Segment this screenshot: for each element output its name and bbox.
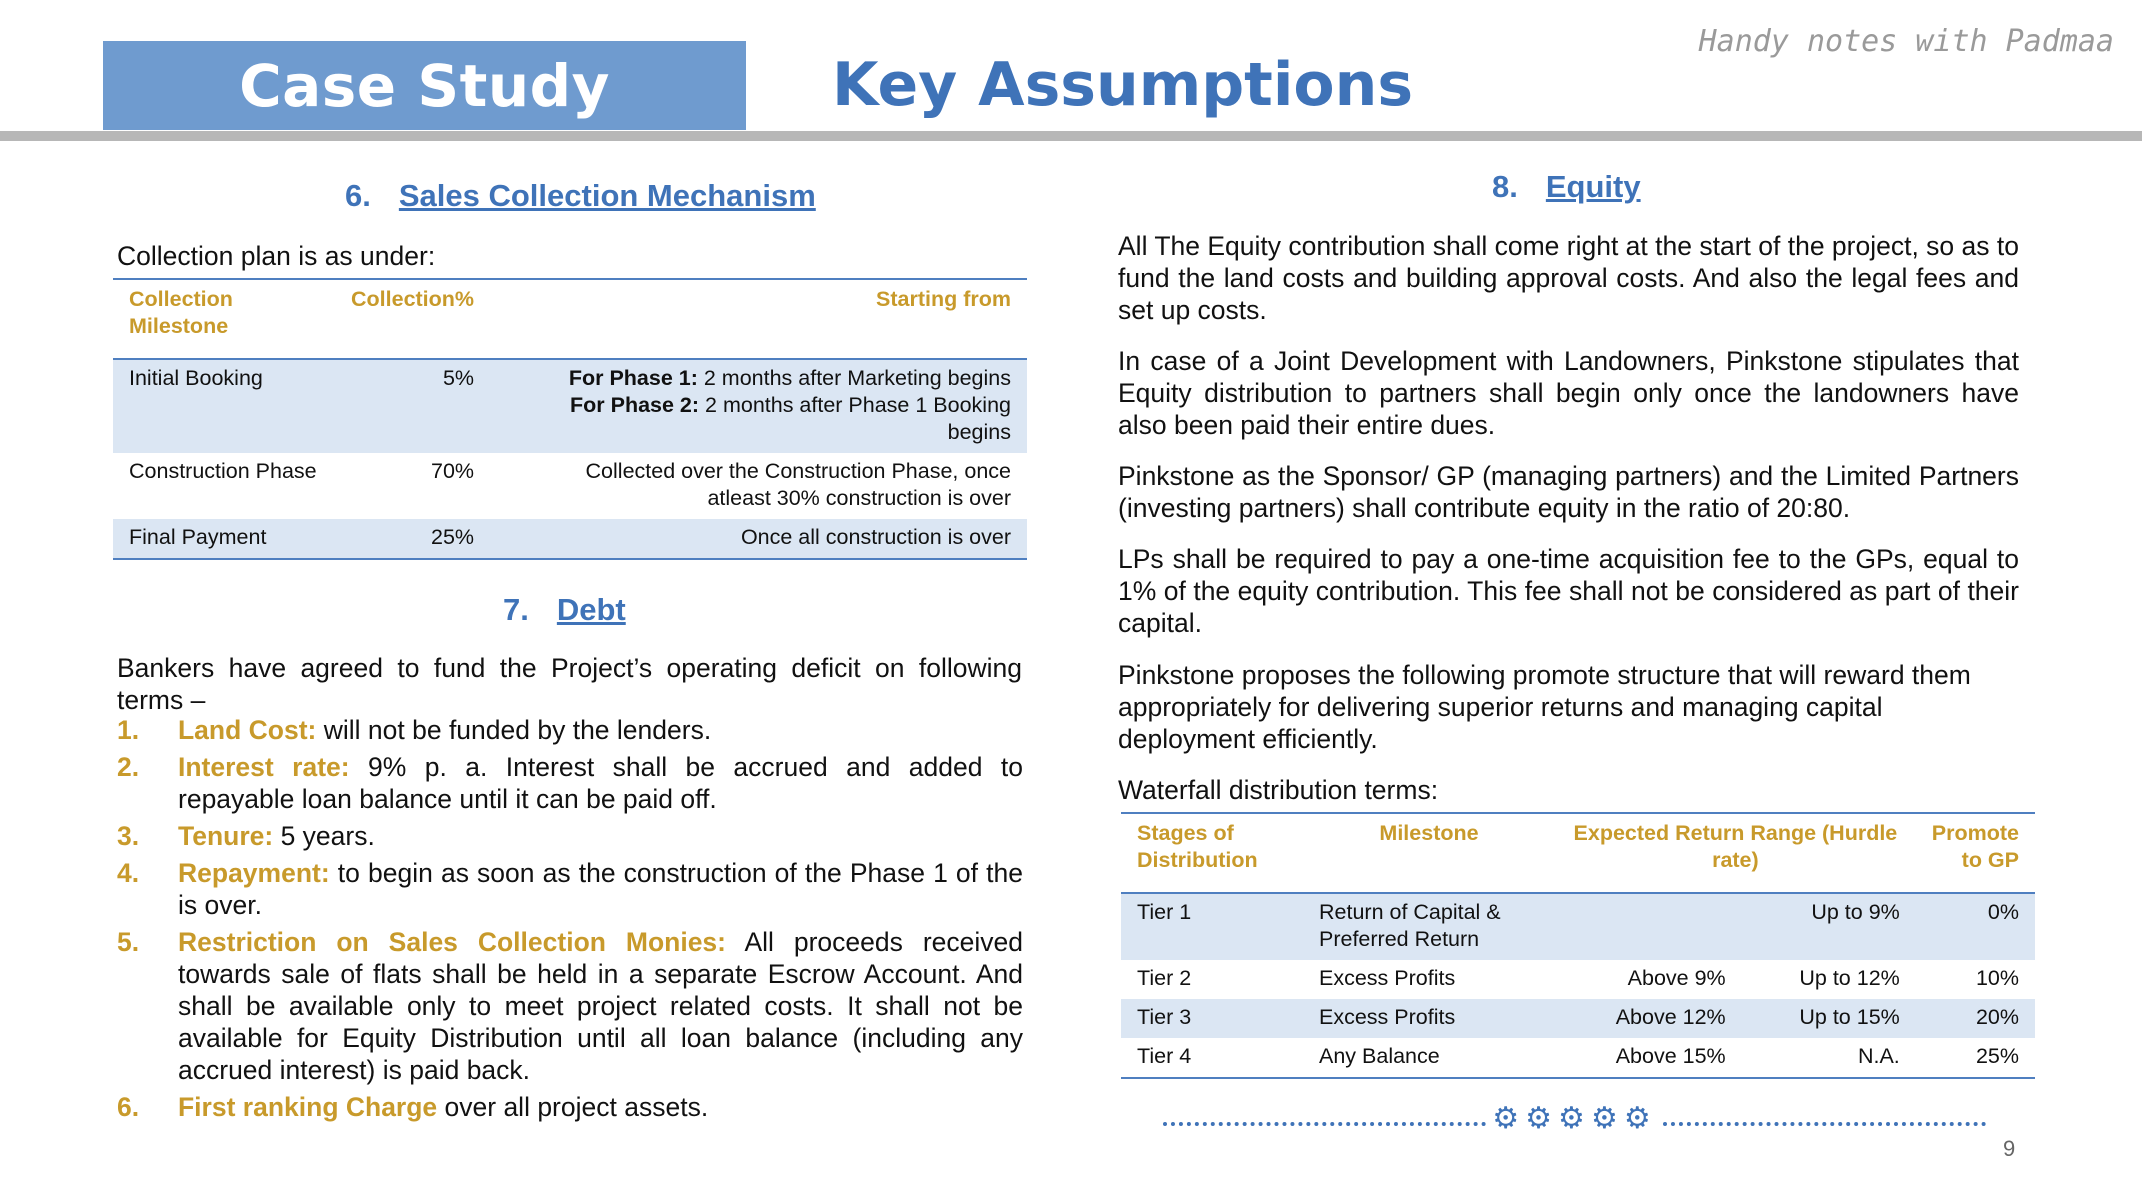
cell-promote: 0% — [1916, 893, 2035, 960]
list-item — [117, 751, 1023, 815]
section-title: Debt — [556, 592, 626, 627]
section-number: 8. — [1492, 169, 1518, 204]
col-header-milestone: Collection Milestone — [129, 287, 233, 338]
cell-promote: 10% — [1975, 966, 2019, 990]
item-text: will not be funded by the lenders. — [316, 715, 712, 745]
item-key: Restriction on Sales Collection Monies: — [178, 927, 726, 957]
equity-paragraph: All The Equity contribution shall come right at the start of the project, so as to fund the land costs and building approval costs. And also the legal fees and set up costs. — [1118, 231, 2019, 325]
cell-milestone: Any Balance — [1319, 1044, 1440, 1068]
item-number: 2. — [117, 752, 140, 782]
item-text: 5 years. — [273, 821, 375, 851]
cell-range-high: Up to 9% — [1742, 893, 1916, 960]
decorative-divider — [1163, 1101, 1986, 1135]
case-study-banner — [103, 41, 746, 130]
phase2-text: 2 months after Phase 1 Booking begins — [699, 393, 1011, 444]
phase1-label: For Phase 1: — [568, 366, 698, 390]
item-text: 9% p. a. Interest shall be accrued and added to repayable loan balance until it can be paid off. — [178, 752, 1023, 814]
cell-milestone: Final Payment — [113, 519, 335, 559]
item-number: 1. — [117, 715, 140, 745]
page-number: 9 — [2003, 1136, 2016, 1161]
cell-milestone: Construction Phase — [129, 459, 317, 483]
gear-icon: ⚙⚙⚙⚙⚙ — [1492, 1101, 1657, 1135]
table-row — [113, 359, 1027, 453]
table-row — [1121, 893, 2035, 960]
section-heading-debt — [503, 592, 626, 628]
table-row — [1121, 999, 2035, 1038]
item-key: Land Cost: — [178, 715, 317, 745]
table-header-row — [1121, 813, 2035, 893]
phase2-line — [506, 392, 1011, 446]
list-item — [117, 926, 1023, 1086]
cell-range-high: N.A. — [1857, 1044, 1900, 1068]
item-key: Interest rate: — [178, 752, 350, 782]
cell-range-high: Up to 12% — [1799, 966, 1900, 990]
item-key: Tenure: — [178, 821, 274, 851]
section-title: Sales Collection Mechanism — [398, 178, 816, 213]
section-number: 7. — [503, 592, 529, 627]
phase1-text: 2 months after Marketing begins — [697, 366, 1011, 390]
item-text: All proceeds received towards sale of flats shall be held in a separate Escrow Account. And shall be available only to meet project related costs. It shall not be available for Equity Distribution until all loan balance (including any accrued interest) is paid back. — [178, 927, 1023, 1085]
section-heading-equity — [1492, 169, 1641, 205]
section-heading-sales — [345, 178, 816, 214]
phase1-line — [506, 365, 1011, 392]
table-row — [113, 519, 1027, 559]
col-header-starting: Starting from — [876, 287, 1011, 311]
item-text: to begin as soon as the construction of the Phase 1 of the is over. — [178, 858, 1023, 920]
cell-milestone: Excess Profits — [1319, 966, 1456, 990]
waterfall-table — [1121, 812, 2035, 1079]
phase2-label: For Phase 2: — [570, 393, 700, 417]
cell-milestone: Excess Profits — [1303, 999, 1555, 1038]
col-header-promote: Promote to GP — [1931, 821, 2019, 872]
table-header-row — [113, 279, 1027, 359]
item-number: 4. — [117, 858, 140, 888]
cell-milestone: Initial Booking — [113, 359, 335, 453]
item-number: 3. — [117, 821, 140, 851]
cell-range-low: Above 9% — [1627, 966, 1726, 990]
case-study-label: Case Study — [239, 51, 610, 120]
list-item — [117, 857, 1023, 921]
item-text: over all project assets. — [437, 1092, 709, 1122]
collection-table — [113, 278, 1027, 560]
cell-starting — [490, 359, 1027, 453]
sales-intro: Collection plan is as under: — [117, 241, 436, 271]
col-header-range: Expected Return Range (Hurdle rate) — [1573, 821, 1898, 872]
cell-milestone: Return of Capital & Preferred Return — [1303, 893, 1555, 960]
cell-starting: Once all construction is over — [490, 519, 1027, 559]
cell-starting: Collected over the Construction Phase, once atleast 30% construction is over — [585, 459, 1011, 510]
watermark: Handy notes with Padmaa — [1698, 24, 2114, 59]
equity-paragraph: LPs shall be required to pay a one-time acquisition fee to the GPs, equal to 1% of the equity contribution. This fee shall not be considered as part of their capital. — [1118, 544, 2019, 638]
list-item — [117, 1091, 1023, 1123]
table-row — [1121, 1038, 2035, 1078]
section-number: 6. — [345, 178, 371, 213]
header-rule — [0, 131, 2142, 141]
item-number: 5. — [117, 927, 140, 957]
item-number: 6. — [117, 1092, 140, 1122]
item-key: First ranking Charge — [178, 1092, 438, 1122]
cell-range-low: Above 15% — [1615, 1044, 1726, 1068]
cell-tier: Tier 1 — [1121, 893, 1303, 960]
waterfall-intro: Waterfall distribution terms: — [1118, 775, 1439, 805]
col-header-collection: Collection% — [351, 287, 475, 311]
equity-paragraph: In case of a Joint Development with Landowners, Pinkstone stipulates that Equity distribution to partners shall begin only once the landowners have also been paid their entire dues. — [1118, 346, 2019, 440]
cell-promote: 25% — [1975, 1044, 2019, 1068]
dotted-line — [1663, 1110, 1986, 1126]
cell-collection: 5% — [335, 359, 490, 453]
table-row — [1121, 960, 2035, 999]
cell-range-low — [1555, 893, 1742, 960]
section-title: Equity — [1545, 169, 1641, 204]
cell-collection: 70% — [431, 459, 475, 483]
cell-range-low: Above 12% — [1555, 999, 1742, 1038]
col-header-milestone: Milestone — [1379, 821, 1479, 845]
cell-tier: Tier 2 — [1137, 966, 1192, 990]
page-title: Key Assumptions — [832, 50, 1414, 120]
table-row — [113, 453, 1027, 519]
cell-tier: Tier 4 — [1137, 1044, 1192, 1068]
list-item — [117, 714, 1023, 746]
dotted-line — [1163, 1110, 1486, 1126]
item-key: Repayment: — [178, 858, 330, 888]
cell-tier: Tier 3 — [1121, 999, 1303, 1038]
cell-collection: 25% — [335, 519, 490, 559]
col-header-stage: Stages of Distribution — [1137, 821, 1258, 872]
debt-terms-list — [117, 714, 1023, 1128]
equity-paragraph: Pinkstone as the Sponsor/ GP (managing partners) and the Limited Partners (investing partners) shall contribute equity in the ratio of 20:80. — [1118, 461, 2019, 523]
cell-promote: 20% — [1916, 999, 2035, 1038]
cell-range-high: Up to 15% — [1742, 999, 1916, 1038]
equity-paragraph: Pinkstone proposes the following promote structure that will reward them appropriately for delivering superior returns and managing capital deployment efficiently. — [1118, 660, 1971, 754]
list-item — [117, 820, 1023, 852]
debt-intro: Bankers have agreed to fund the Project’s operating deficit on following terms – — [117, 653, 1022, 715]
